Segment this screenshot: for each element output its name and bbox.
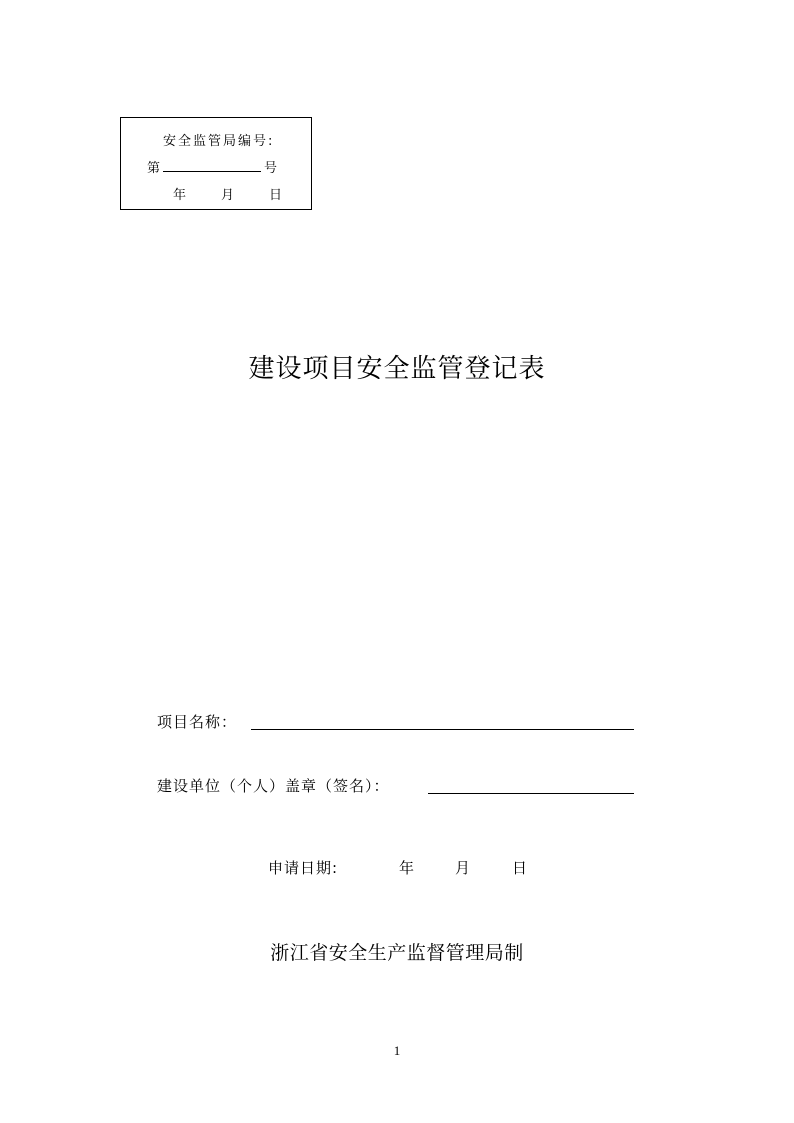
apply-year-label: 年: [399, 859, 416, 877]
registration-number-line: [147, 157, 277, 176]
project-name-line[interactable]: [251, 729, 634, 730]
apply-day-label: 日: [512, 859, 529, 877]
page-number: 1: [393, 1043, 401, 1058]
apply-date-label: 申请日期:: [268, 859, 339, 877]
registration-number-box: [120, 117, 312, 210]
registration-label: 安全监管局编号:: [163, 134, 275, 149]
registration-month-label: 月: [221, 188, 235, 203]
registration-year-label: 年: [173, 188, 187, 203]
issuer-text: 浙江省安全生产监督管理局制: [270, 942, 524, 964]
number-suffix: 号: [264, 161, 278, 176]
number-prefix: 第: [147, 161, 161, 176]
registration-number-blank[interactable]: [163, 159, 261, 172]
apply-date-row: [268, 857, 548, 877]
project-name-label: 项目名称：: [157, 713, 238, 731]
unit-seal-label: 建设单位（个人）盖章（签名）：: [157, 777, 390, 795]
unit-seal-line[interactable]: [428, 793, 634, 794]
apply-month-label: 月: [455, 859, 472, 877]
document-title: 建设项目安全监管登记表: [248, 354, 546, 384]
registration-day-label: 日: [269, 188, 283, 203]
